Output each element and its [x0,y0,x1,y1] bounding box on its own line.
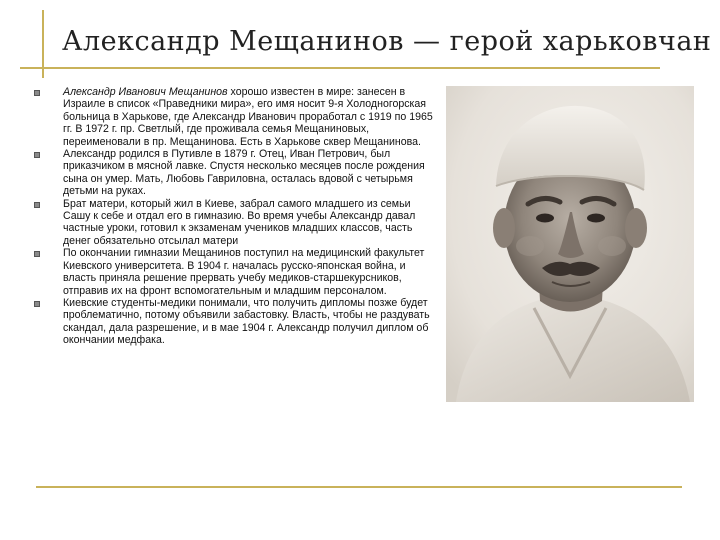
bullet-list [34,86,440,347]
square-bullet-icon [34,301,40,307]
bullet-item [34,148,440,198]
footer-divider-line [36,486,682,488]
portrait-photo [446,86,694,402]
bullet-item [34,198,440,248]
square-bullet-icon [34,202,40,208]
bullet-text: хорошо известен в мире: занесен в Израиле в список «Праведники мира», его имя носит 9-я Холодногорская больница в Харькове, где Александр Иванович проработал с 1919 по 1965 гг. В 1972 г. пр. Светлый, где проживала семья Мещаниновых, переименовали в пр. Мещанинова. Есть в Харькове сквер Мещанинова. [63,86,433,148]
bullet-text: По окончании гимназии Мещанинов поступил на медицинский факультет Киевского университета. В 1904 г. началась русско-японская война, и власть приняла решение прервать учебу медиков-старшекурсников, отправив их на фронт вспомогательным и младшим персоналом. [63,247,425,297]
bullet-item [34,247,440,297]
square-bullet-icon [34,152,40,158]
bullet-text: Брат матери, который жил в Киеве, забрал самого младшего из семьи Сашу к себе и отдал его в гимназию. Во время учебы Александр давал частные уроки, готовил к экзаменам учеников младших классов, часть денег обязательно отсылал матери [63,197,416,247]
bullet-lead-name: Александр Иванович Мещанинов [63,86,228,98]
title-divider-line [20,67,660,69]
bullet-item [34,86,440,148]
square-bullet-icon [34,251,40,257]
portrait-illustration [446,86,694,402]
slide-title: Александр Мещанинов — герой харьковчан [62,26,712,57]
bullet-item [34,297,440,347]
square-bullet-icon [34,90,40,96]
bullet-text: Киевские студенты-медики понимали, что получить дипломы позже будет проблематично, потому объявили забастовку. Власть, чтобы не раздувать скандал, дала разрешение, и в мае 1904 г. Александр получил диплом об окончании медфака. [63,296,430,347]
bullet-text: Александр родился в Путивле в 1879 г. Отец, Иван Петрович, был приказчиком в мясной лавке. Спустя несколько месяцев после рождения сына он умер. Мать, Любовь Гавриловна, осталась вдовой с четырьмя детьми на руках. [63,148,425,198]
